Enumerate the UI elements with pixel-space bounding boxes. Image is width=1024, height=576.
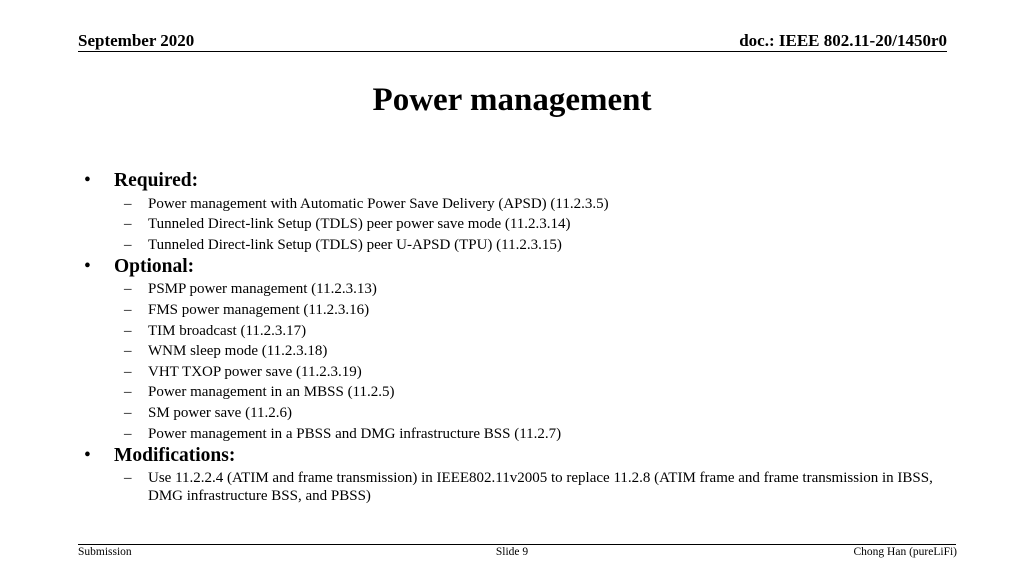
- dash-icon: –: [124, 322, 132, 339]
- item-text: PSMP power management (11.2.3.13): [148, 281, 377, 298]
- list-item: [84, 301, 944, 319]
- header-date: September 2020: [78, 31, 195, 50]
- dash-icon: –: [124, 404, 132, 421]
- list-item: [84, 280, 944, 298]
- list-item: [84, 342, 944, 360]
- item-text: VHT TXOP power save (11.2.3.19): [148, 363, 362, 380]
- slide-content: [84, 168, 944, 505]
- list-item: [84, 469, 944, 505]
- dash-icon: –: [124, 301, 132, 318]
- slide-title: Power management: [372, 82, 652, 118]
- list-item: [84, 215, 944, 233]
- dash-icon: –: [124, 236, 132, 253]
- item-text: SM power save (11.2.6): [148, 404, 293, 421]
- section-label: Modifications:: [114, 444, 236, 466]
- list-item: [84, 425, 944, 443]
- list-item: [84, 322, 944, 340]
- list-item: [84, 236, 944, 254]
- list-item: [84, 195, 944, 213]
- bullet-icon: •: [84, 170, 91, 191]
- section-optional: [84, 255, 944, 278]
- item-text: FMS power management (11.2.3.16): [148, 301, 370, 318]
- section-required: [84, 169, 944, 192]
- header-rule: [78, 51, 947, 52]
- item-text: Tunneled Direct-link Setup (TDLS) peer power save mode (11.2.3.14): [148, 216, 571, 233]
- dash-icon: –: [124, 425, 132, 442]
- section-label: Required:: [114, 170, 199, 191]
- section-label: Optional:: [114, 255, 195, 277]
- item-text: Power management in a PBSS and DMG infrastructure BSS (11.2.7): [148, 425, 562, 442]
- footer-rule: [78, 544, 956, 545]
- item-text: Tunneled Direct-link Setup (TDLS) peer U-APSD (TPU) (11.2.3.15): [148, 236, 562, 253]
- footer-submission: Submission: [78, 546, 132, 558]
- section-modifications: [84, 444, 944, 467]
- list-item: [84, 404, 944, 422]
- footer-author: Chong Han (pureLiFi): [853, 546, 957, 558]
- bullet-icon: •: [84, 255, 91, 277]
- item-text: Power management in an MBSS (11.2.5): [148, 384, 395, 401]
- list-item: [84, 383, 944, 401]
- dash-icon: –: [124, 343, 132, 360]
- dash-icon: –: [124, 281, 132, 298]
- bullet-icon: •: [84, 444, 91, 466]
- footer-slide-number: Slide 9: [495, 546, 529, 558]
- item-text: TIM broadcast (11.2.3.17): [148, 322, 307, 339]
- dash-icon: –: [124, 195, 132, 212]
- item-text: Use 11.2.2.4 (ATIM and frame transmission) in IEEE802.11v2005 to replace 11.2.8 (ATIM frame and frame transmission in IBSS, DMG infrastructure BSS, and PBSS): [148, 470, 933, 505]
- item-text: WNM sleep mode (11.2.3.18): [148, 343, 328, 360]
- item-text: Power management with Automatic Power Save Delivery (APSD) (11.2.3.5): [148, 195, 609, 212]
- header-doc-id: doc.: IEEE 802.11-20/1450r0: [739, 31, 947, 50]
- dash-icon: –: [124, 216, 132, 233]
- list-item: [84, 363, 944, 381]
- dash-icon: –: [124, 384, 132, 401]
- dash-icon: –: [124, 363, 132, 380]
- dash-icon: –: [124, 470, 132, 487]
